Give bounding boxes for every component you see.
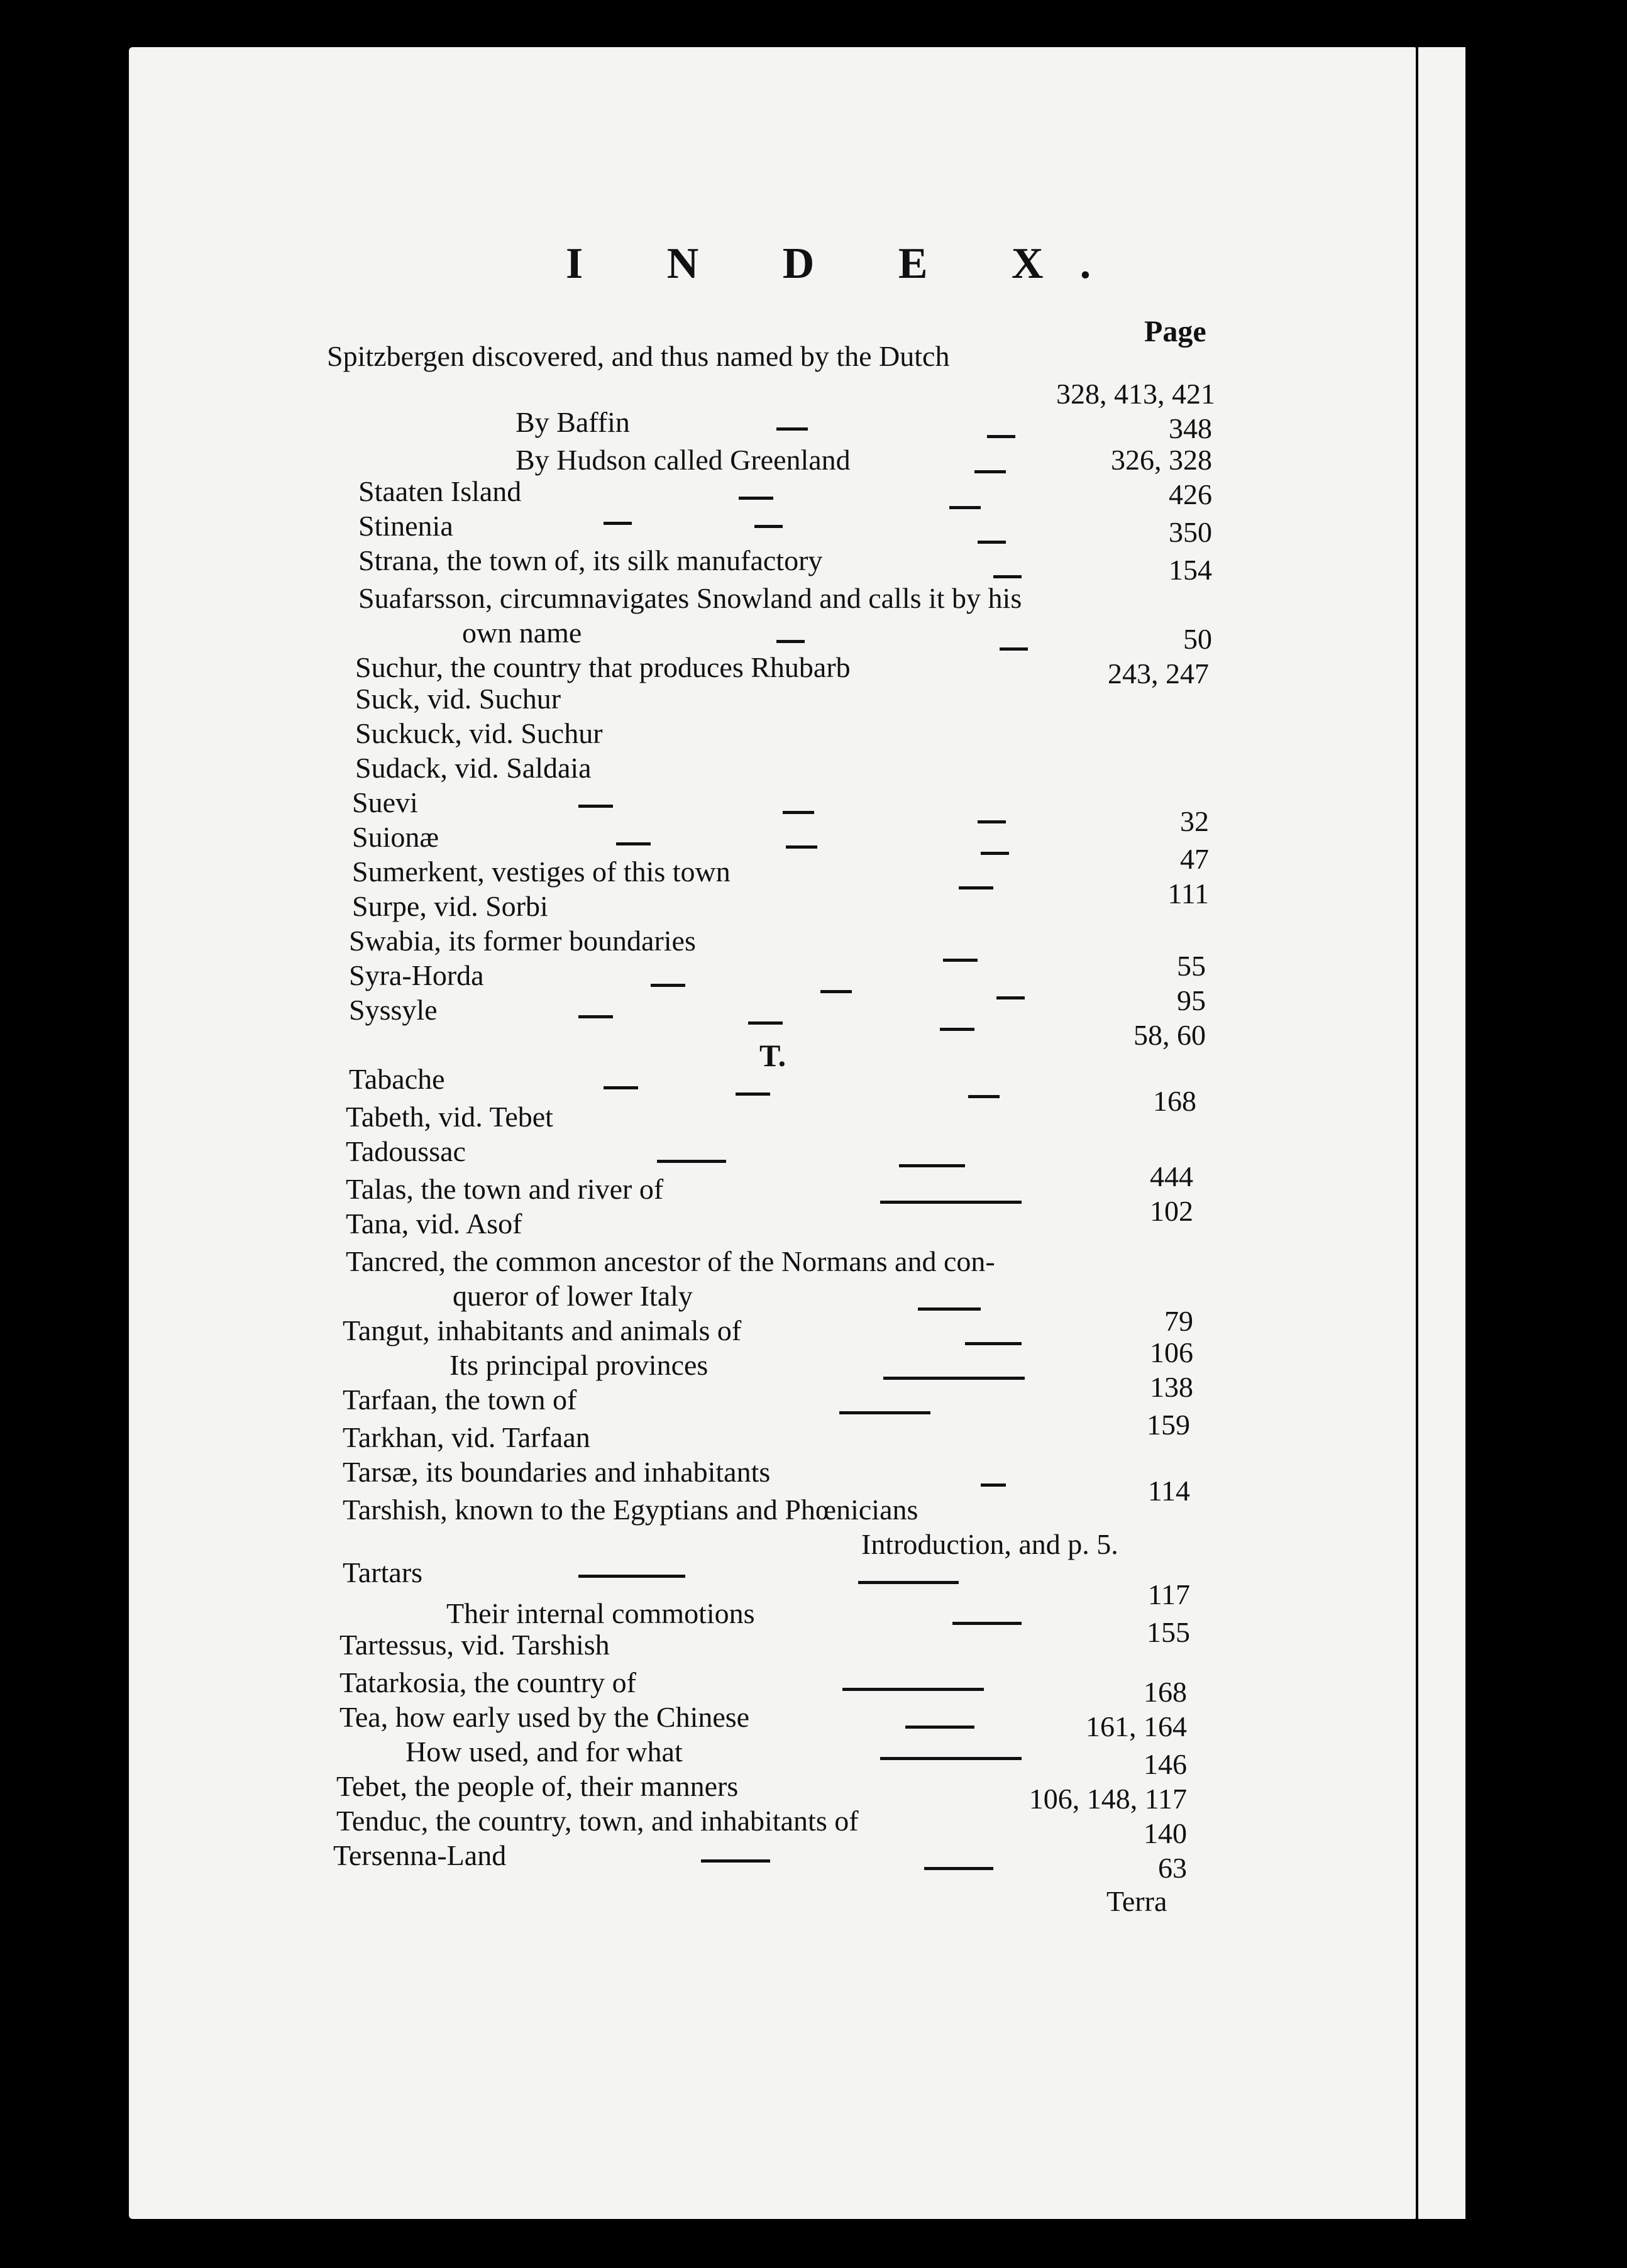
leader-dash: [974, 470, 1006, 473]
entry-pages: 102: [1150, 1195, 1193, 1227]
entry-pages: 50: [1183, 623, 1212, 655]
entry-pages: 159: [1147, 1409, 1190, 1441]
entry-text: Tea, how early used by the Chinese: [339, 1701, 750, 1733]
entry-text: Suafarsson, circumnavigates Snowland and calls it by his: [358, 582, 1022, 614]
entry-text: Tebet, the people of, their manners: [336, 1770, 739, 1802]
entry-text: Suevi: [352, 786, 418, 818]
leader-dash: [651, 984, 685, 987]
entry-pages: 168: [1153, 1085, 1196, 1117]
leader-dash: [783, 811, 814, 814]
entry-pages: 106, 148, 117: [1029, 1783, 1187, 1815]
entry-pages: 111: [1167, 878, 1209, 910]
leader-dash: [940, 1028, 974, 1031]
leader-dash: [578, 805, 613, 808]
leader-dash: [965, 1342, 1022, 1345]
entry-text: Swabia, its former boundaries: [349, 925, 696, 957]
leader-dash: [839, 1411, 930, 1414]
leader-dash: [987, 435, 1015, 438]
leader-dash: [604, 522, 632, 525]
leader-dash: [924, 1867, 993, 1870]
entry-text: Tarkhan, vid. Tarfaan: [343, 1421, 590, 1453]
entry-text: Tatarkosia, the country of: [339, 1666, 636, 1698]
leader-dash: [993, 575, 1022, 578]
leader-dash: [952, 1622, 1022, 1625]
leader-dash: [754, 525, 783, 528]
leader-dash: [978, 820, 1006, 823]
entry-pages: 326, 328: [1111, 444, 1212, 476]
leader-dash: [880, 1757, 1022, 1760]
leader-dash: [949, 506, 981, 509]
leader-dash: [905, 1726, 974, 1729]
entry-text: Surpe, vid. Sorbi: [352, 890, 548, 922]
entry-pages: 114: [1147, 1475, 1190, 1507]
entry-text: Tarfaan, the town of: [343, 1384, 577, 1416]
entry-text: By Baffin: [516, 406, 630, 438]
leader-dash: [883, 1377, 1025, 1380]
entry-pages: 168: [1144, 1676, 1187, 1708]
entry-pages: 138: [1150, 1371, 1193, 1403]
entry-text: Sumerkent, vestiges of this town: [352, 856, 731, 888]
entry-text: Staaten Island: [358, 475, 522, 507]
entry-text: Sudack, vid. Saldaia: [355, 752, 592, 784]
entry-text: own name: [462, 617, 582, 649]
entry-text: Strana, the town of, its silk manufactory: [358, 544, 823, 576]
entry-pages: 58, 60: [1133, 1019, 1206, 1051]
leader-dash: [657, 1160, 726, 1163]
leader-dash: [578, 1015, 613, 1018]
entry-text: Suchur, the country that produces Rhubarb: [355, 651, 851, 683]
entry-pages: 79: [1164, 1305, 1193, 1337]
entry-text: queror of lower Italy: [453, 1280, 693, 1312]
leader-dash: [842, 1688, 984, 1691]
leader-dash: [981, 1484, 1006, 1487]
entry-pages: 161, 164: [1086, 1710, 1187, 1742]
entry-text: Stinenia: [358, 510, 453, 542]
entry-text: Tadoussac: [346, 1135, 466, 1167]
entry-text: Tabeth, vid. Tebet: [346, 1101, 553, 1133]
entry-pages: 117: [1147, 1578, 1190, 1610]
leader-dash: [786, 845, 817, 849]
entry-text: Talas, the town and river of: [346, 1173, 664, 1205]
leader-dash: [1000, 647, 1028, 651]
entry-text: Tangut, inhabitants and animals of: [343, 1314, 742, 1346]
leader-dash: [943, 959, 978, 962]
leader-dash: [701, 1859, 770, 1863]
entry-pages: 95: [1177, 984, 1206, 1016]
entry-text: Spitzbergen discovered, and thus named by the Dutch: [327, 340, 950, 372]
leader-dash: [820, 990, 852, 993]
entry-pages: 243, 247: [1108, 658, 1209, 690]
entry-pages: 140: [1144, 1817, 1187, 1849]
leader-dash: [748, 1021, 783, 1025]
leader-dash: [880, 1201, 1022, 1204]
entry-text: Tancred, the common ancestor of the Normans and con-: [346, 1245, 995, 1277]
leader-dash: [996, 996, 1025, 999]
entry-pages: 426: [1169, 478, 1212, 510]
leader-dash: [776, 427, 808, 431]
leader-dash: [981, 852, 1009, 855]
entry-pages: 154: [1169, 554, 1212, 586]
entry-text: Tana, vid. Asof: [346, 1208, 522, 1240]
entry-text: Tersenna-Land: [333, 1839, 507, 1871]
entry-text: Tartessus, vid. Tarshish: [339, 1629, 610, 1661]
leader-dash: [968, 1095, 1000, 1098]
entry-pages: 106: [1150, 1336, 1193, 1368]
right-page-edge: [1416, 47, 1465, 2219]
entry-text: By Hudson called Greenland: [516, 444, 851, 476]
entry-pages: 348: [1169, 412, 1212, 444]
entry-text: Tartars: [343, 1556, 423, 1588]
entry-pages: 55: [1177, 950, 1206, 982]
entry-text: Their internal commotions: [446, 1597, 755, 1629]
leader-dash: [918, 1307, 981, 1311]
entry-text: Tarsæ, its boundaries and inhabitants: [343, 1456, 771, 1488]
entry-text: Tabache: [349, 1063, 445, 1095]
entry-text: Suckuck, vid. Suchur: [355, 717, 603, 749]
entry-pages: 444: [1150, 1160, 1193, 1192]
entry-pages: 155: [1147, 1616, 1190, 1648]
entry-text: Suionæ: [352, 821, 439, 853]
index-heading: I N D E X.: [566, 239, 1128, 288]
leader-dash: [899, 1164, 965, 1167]
entry-pages: 328, 413, 421: [1056, 378, 1215, 410]
entry-text: Tenduc, the country, town, and inhabitants of: [336, 1805, 859, 1837]
leader-dash: [736, 1093, 770, 1096]
entry-pages: 350: [1169, 516, 1212, 548]
entry-text: Introduction, and p. 5.: [861, 1528, 1118, 1560]
page-column-label: Page: [1144, 315, 1206, 348]
entry-text: How used, and for what: [405, 1736, 683, 1768]
leader-dash: [858, 1581, 959, 1584]
leader-dash: [739, 497, 773, 500]
leader-dash: [578, 1575, 685, 1578]
entry-text: Tarshish, known to the Egyptians and Phœnicians: [343, 1494, 918, 1526]
entry-text: Its principal provinces: [449, 1349, 709, 1381]
entry-text: Suck, vid. Suchur: [355, 683, 561, 715]
leader-dash: [959, 886, 993, 889]
entry-pages: 47: [1180, 843, 1209, 875]
entry-pages: 146: [1144, 1748, 1187, 1780]
entry-pages: 63: [1158, 1852, 1187, 1884]
entry-text: Syssyle: [349, 994, 438, 1026]
entry-pages: 32: [1180, 805, 1209, 837]
catchword: Terra: [1106, 1885, 1167, 1917]
leader-dash: [616, 842, 651, 845]
leader-dash: [604, 1086, 638, 1089]
section-letter: T.: [759, 1038, 786, 1073]
entry-text: Syra-Horda: [349, 959, 484, 991]
leader-dash: [978, 541, 1006, 544]
leader-dash: [776, 640, 805, 643]
